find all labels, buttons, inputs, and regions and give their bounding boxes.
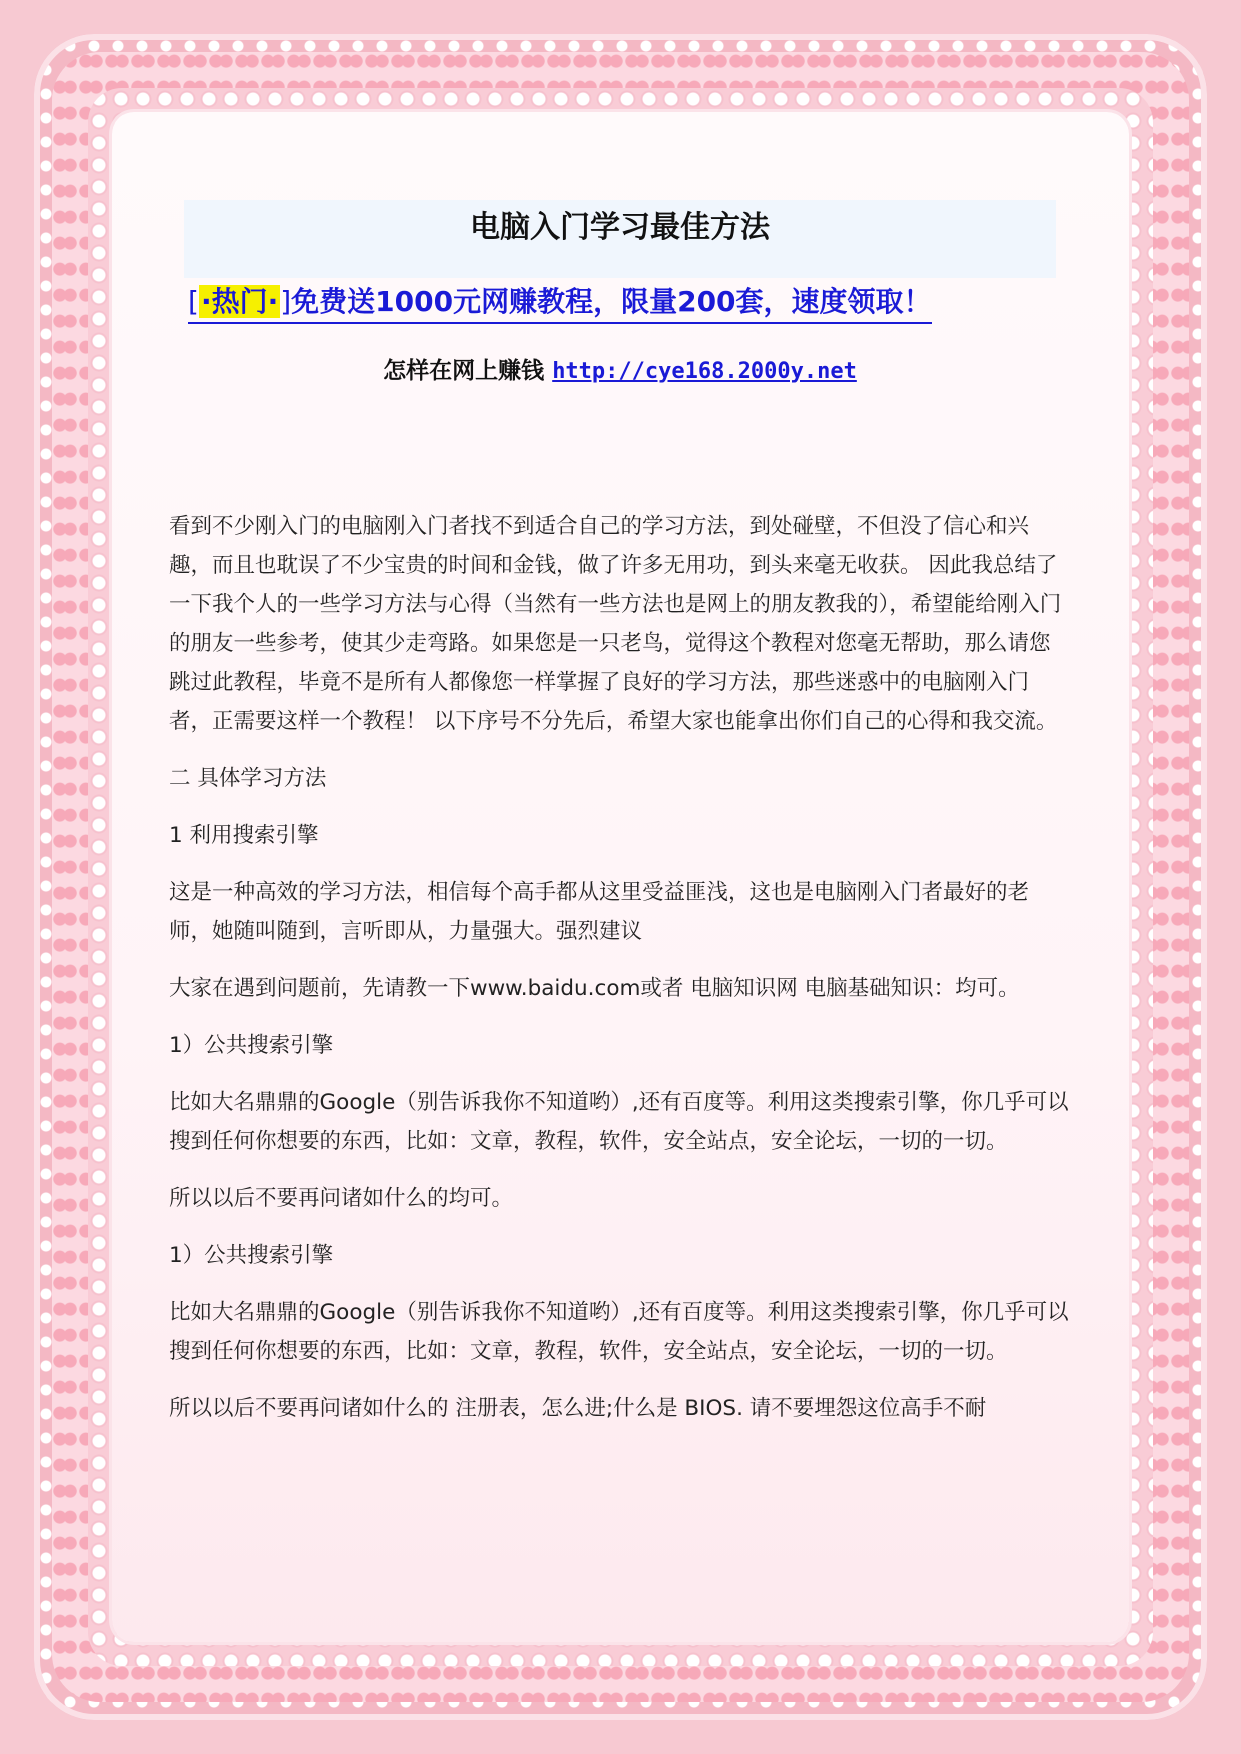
paragraph: 这是一种高效的学习方法，相信每个高手都从这里受益匪浅，这也是电脑刚入门者最好的老师，她随叫随到，言听即从，力量强大。强烈建议: [169, 880, 1030, 944]
promo-link[interactable]: [188, 282, 932, 324]
list-heading: 1）公共搜索引擎: [169, 1033, 334, 1058]
paragraph: 所以以后不要再问诸如什么的均可。: [169, 1186, 514, 1211]
list-heading: 1）公共搜索引擎: [169, 1243, 334, 1268]
paragraph: 比如大名鼎鼎的Google（别告诉我你不知道哟）,还有百度等。利用这类搜索引擎，你几乎可以搜到任何你想要的东西，比如：文章，教程，软件，安全站点，安全论坛，一切的一切。: [169, 1090, 1069, 1154]
paragraph: 比如大名鼎鼎的Google（别告诉我你不知道哟）,还有百度等。利用这类搜索引擎，你几乎可以搜到任何你想要的东西，比如：文章，教程，软件，安全站点，安全论坛，一切的一切。: [169, 1300, 1069, 1364]
document-title: 电脑入门学习最佳方法: [470, 210, 770, 245]
earn-url-link[interactable]: http://cye168.2000y.net: [552, 359, 857, 384]
paragraph: 看到不少刚入门的电脑刚入门者找不到适合自己的学习方法，到处碰壁，不但没了信心和兴趣，而且也耽误了不少宝贵的时间和金钱，做了许多无用功，到头来毫无收获。 因此我总结了一下我个人的一些学习方法与心得（当然有一些方法也是网上的朋友教我的），希望能给刚入门的朋友一些参考，使其少走弯路。如果您是一只老鸟，觉得这个教程对您毫无帮助，那么请您跳过此教程，毕竟不是所有人都像您一样掌握了良好的学习方法，那些迷惑中的电脑刚入门者，正需要这样一个教程！ 以下序号不分先后，希望大家也能拿出你们自己的心得和我交流。: [169, 514, 1062, 734]
promo-text: 免费送1000元网赚教程，限量200套，速度领取！: [291, 285, 932, 318]
paragraph: 大家在遇到问题前，先请教一下www.baidu.com或者 电脑知识网 电脑基础知识：均可。: [169, 976, 1020, 1001]
earn-money-line: [184, 355, 1056, 388]
promo-close-bracket: ]: [280, 285, 292, 318]
hot-badge: ·热门·: [200, 285, 279, 318]
promo-open-bracket: [: [188, 285, 199, 318]
section-heading: 二 具体学习方法: [169, 766, 327, 791]
paragraph: 所以以后不要再问诸如什么的 注册表，怎么进;什么是 BIOS. 请不要埋怨这位高手不耐: [169, 1396, 987, 1421]
subsection-heading: 1 利用搜索引擎: [169, 823, 319, 848]
earn-label: 怎样在网上赚钱: [383, 358, 545, 384]
article-body: [169, 507, 1069, 1446]
